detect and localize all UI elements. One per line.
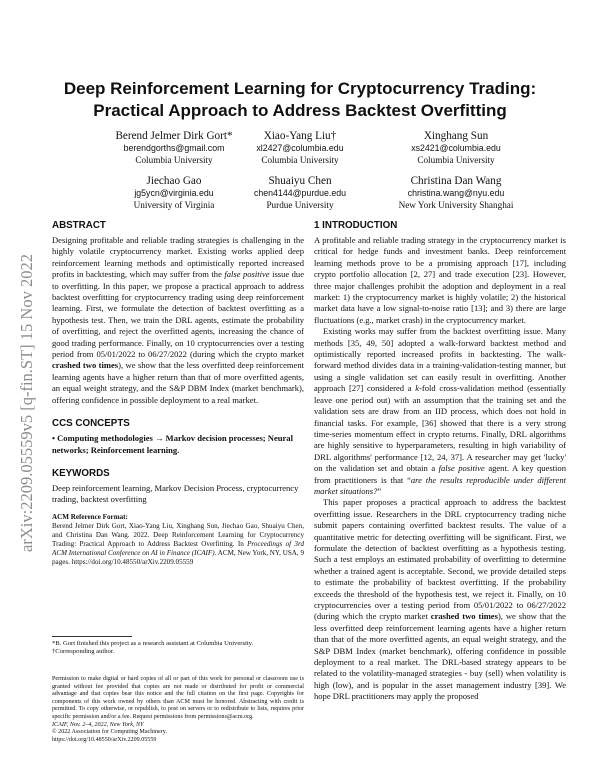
author-block [366, 174, 546, 211]
author-email: chen4144@purdue.edu [253, 188, 347, 198]
author-name: Shuaiyu Chen [268, 175, 332, 187]
author-name: Jiechao Gao [146, 175, 202, 187]
left-column [52, 220, 304, 567]
copyright-text: © 2022 Association for Computing Machinery. [52, 729, 167, 736]
acm-reference-heading: ACM Reference Format: [52, 512, 128, 521]
permission-text: Permission to make digital or hard copies of all or part of this work for personal or classroom use is granted without fee provided that copies are not made or distributed for profit or commercial advantage and that copies bear this notice and the full citation on the first page. Copyrights for components of this work owned by others than ACM must be honored. Abstracting with credit is permitted. To copy otherwise, or republish, to post on servers or to redistribute to lists, requires prior specific permission and/or a fee. Request permissions from permissions@acm.org. [52, 676, 304, 720]
introduction-heading: 1 INTRODUCTION [314, 220, 398, 231]
footnotes [52, 636, 304, 656]
intro-paragraph-1: A profitable and reliable trading strategy in the cryptocurrency market is critical for hedge funds and investment banks. Deep reinforcement learning methods prove to be a promising approach [17], including crypto portfolio allocation [2, 27] and trade execution [23]. However, three major challenges prohibit the adoption and deployment in a real market: 1) the cryptocurrency market is highly volatile; 2) the historical market data have a low signal-to-noise ratio [13]; and 3) there are large fluctuations (e.g., market crash) in the cryptocurrency market. [314, 235, 566, 325]
author-email: xl2427@columbia.edu [256, 143, 344, 153]
ccs-concepts: • Computing methodologies → Markov decision processes; Neural networks; Reinforcement learning. [52, 433, 293, 455]
abstract-text: Designing profitable and reliable trading strategies is challenging in the highly volatile cryptocurrency market. Existing works applied deep reinforcement learning methods and optimistically reported increased profits in backtesting, which may suffer from the false positive issue due to overfitting. In this paper, we propose a practical approach to address backtest overfitting for cryptocurrency trading using deep reinforcement learning. First, we formulate the detection of backtest overfitting as a hypothesis test. Then, we train the DRL agents, estimate the probability of overfitting, and reject the overfitted agents, increasing the chance of good trading performance. Finally, on 10 cryptocurrencies over a testing period from 05/01/2022 to 06/27/2022 (during which the crypto market crashed two times), we show that the less overfitted deep reinforcement learning agents have a higher return than that of more overfitted agents, an equal weight strategy, and the S&P DBM Index (market benchmark), offering confidence in possible deployment to a real market. [52, 235, 304, 405]
author-affiliation: New York University Shanghai [398, 199, 514, 210]
abstract-heading: ABSTRACT [52, 220, 106, 231]
permission-block [52, 676, 304, 744]
footnote-item: †Corresponding author. [52, 648, 115, 655]
footnote-item: *B. Gort finished this project as a research assistant at Columbia University. [52, 640, 254, 647]
arxiv-identifier-sidebar [14, 198, 40, 608]
author-affiliation: Columbia University [417, 154, 495, 165]
author-name: Xinghang Sun [423, 130, 489, 142]
ccs-heading: CCS CONCEPTS [52, 418, 130, 430]
author-name: Xiao-Yang Liu† [263, 130, 337, 142]
author-block [366, 129, 546, 166]
author-name: Christina Dan Wang [410, 175, 502, 187]
author-email: xs2421@columbia.edu [411, 143, 501, 153]
author-affiliation: Purdue University [266, 199, 334, 210]
author-affiliation: Columbia University [261, 154, 339, 165]
author-email: christina.wang@nyu.edu [407, 188, 505, 198]
intro-paragraph-2: Existing works may suffer from the backtest overfitting issue. Many methods [35, 49, 50] adopted a walk-forward backtest method and optimistically reported increased profits in backtesting. The walk-forward method divides data in a training-validation-testing manner, but using a single validation set can easily result in overfitting. Another approach [27] considered a k-fold cross-validation method (essentially leave one period out) with an assumption that the training set and the validation sets are draw from an IID process, which does not hold in financial tasks. For example, [36] showed that there is a very strong time-series momentum effect in crypto returns. Finally, DRL algorithms are highly sensitive to hyperparameters, resulting in high variability of DRL algorithms' performance [12, 24, 37]. A researcher may get 'lucky' on the validation set and obtain a false positive agent. A key question from practitioners is that “are the results reproducible under different market situations?” [314, 326, 566, 496]
arxiv-identifier: arXiv:2209.05559v5 [q-fin.ST] 15 Nov 2022 [17, 254, 36, 552]
author-email: jg5ycn@virginia.edu [134, 188, 214, 198]
footnote-rule [52, 636, 132, 637]
author-affiliation: Columbia University [135, 154, 213, 165]
doi-link[interactable]: https://doi.org/10.48550/arXiv.2209.05559 [52, 736, 157, 743]
conference-info: ICAIF, Nov. 2–4, 2022, New York, NY [52, 721, 144, 728]
right-column [314, 220, 566, 703]
author-email: berendgorths@gmail.com [123, 143, 225, 153]
intro-paragraph-3: This paper proposes a practical approach to address the backtest overfitting issue. Researchers in the DRL cryptocurrency trading niche submit papers containing overfitted backtest results. The value of a quantitative metric for detecting overfitting will be significant. First, we formulate the detection of backtest overfitting as a hypothesis testing. Such a test employs an estimated probability of overfitting to determine whether a trained agent is acceptable. Second, we provide detailed steps to estimate the probability of backtest overfitting. If the probability exceeds the threshold of the hypothesis test, we reject it. Finally, on 10 cryptocurrencies over a testing period from 05/01/2022 to 06/27/2022 (during which the crypto market crashed two times), we show that the less overfitted deep reinforcement learning agents have a higher return than that of the more overfitted agents, an equal weight strategy, and the S&P DBM Index (market benchmark), offering confidence in possible deployment to a real market. The DRL-based strategy appears to be related to the volatility-managed strategies - buy (sell) when volatility is high (low), and is popular in the asset management industry [39]. We hope DRL practitioners may apply the proposed [314, 497, 566, 702]
keywords-text: Deep reinforcement learning, Markov Decision Process, cryptocurrency trading, backtest overfitting [52, 482, 299, 505]
author-name: Berend Jelmer Dirk Gort* [115, 130, 233, 142]
author-affiliation: University of Virginia [133, 199, 215, 210]
keywords-heading: KEYWORDS [52, 467, 110, 479]
paper-title: Deep Reinforcement Learning for Cryptocurrency Trading: Practical Approach to Address Backtest Overfitting [63, 79, 537, 120]
author-block [210, 129, 390, 166]
author-block [210, 174, 390, 211]
acm-reference-text: Berend Jelmer Dirk Gort, Xiao-Yang Liu, Xinghang Sun, Jiechao Gao, Shuaiyu Chen, and Christina Dan Wang. 2022. Deep Reinforcement Learning for Cryptocurrency Trading: Practical Approach to Address Backtest Overfitting. In Proceedings of 3rd ACM International Conference on AI in Finance (ICAIF). ACM, New York, NY, USA, 9 pages. https://doi.org/10.48550/arXiv.2209.05559 [52, 521, 304, 567]
